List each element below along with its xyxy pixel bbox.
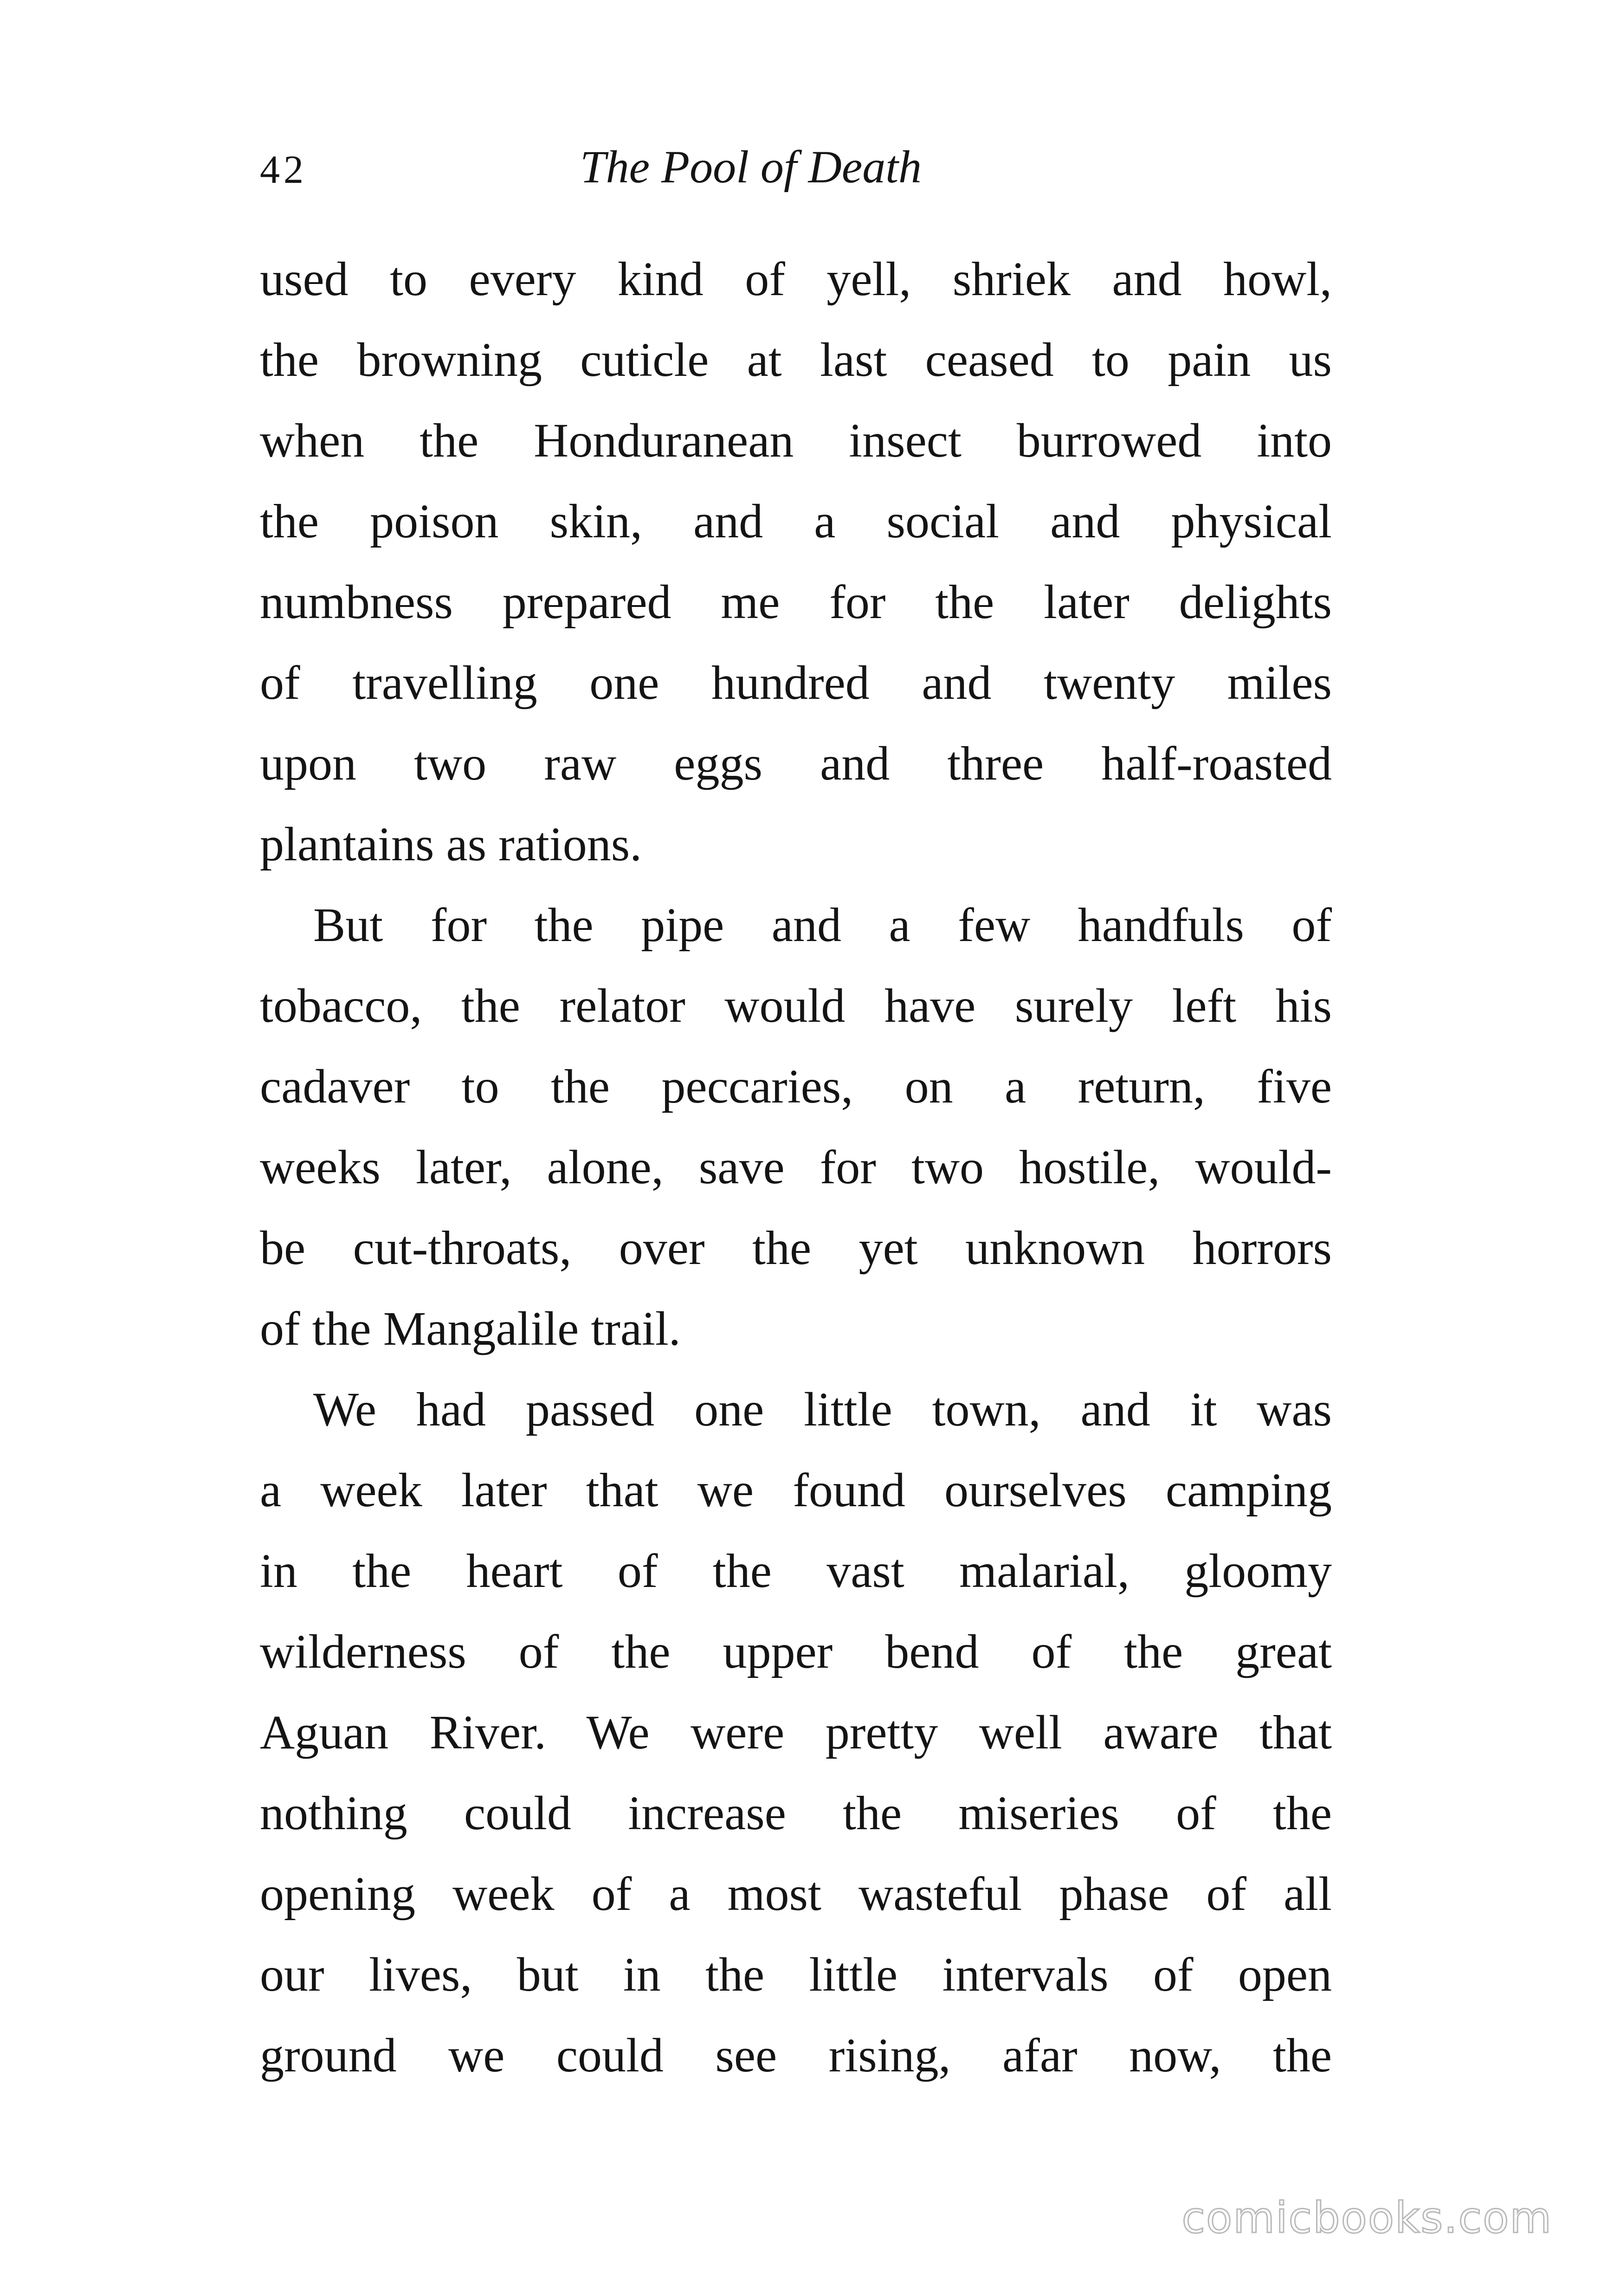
text-line: of travelling one hundred and twenty miles bbox=[260, 656, 1332, 709]
text-line: nothing could increase the miseries of the bbox=[260, 1786, 1332, 1840]
text-line: opening week of a most wasteful phase of all bbox=[260, 1867, 1332, 1921]
text-line: our lives, but in the little intervals of open bbox=[260, 1948, 1332, 2001]
text-line: We had passed one little town, and it was bbox=[313, 1383, 1332, 1436]
text-line: upon two raw eggs and three half-roasted bbox=[260, 737, 1332, 790]
text-line: Aguan River. We were pretty well aware that bbox=[260, 1706, 1332, 1759]
text-line: numbness prepared me for the later delights bbox=[260, 575, 1332, 629]
text-line: the poison skin, and a social and physical bbox=[260, 495, 1332, 548]
paragraph bbox=[260, 1369, 1332, 2096]
text-line: ground we could see rising, afar now, the bbox=[260, 2029, 1332, 2082]
text-line: plantains as rations. bbox=[260, 818, 642, 871]
text-line: a week later that we found ourselves camping bbox=[260, 1464, 1332, 1517]
watermark: comicbooks.com bbox=[1181, 2193, 1552, 2243]
text-line: tobacco, the relator would have surely left his bbox=[260, 979, 1332, 1032]
paragraph bbox=[260, 885, 1332, 1369]
running-title: The Pool of Death bbox=[580, 141, 922, 193]
text-line: when the Honduranean insect burrowed into bbox=[260, 414, 1332, 467]
running-head bbox=[260, 139, 1327, 204]
text-line: weeks later, alone, save for two hostile, would- bbox=[260, 1141, 1332, 1194]
text-line: of the Mangalile trail. bbox=[260, 1302, 681, 1355]
text-line: used to every kind of yell, shriek and howl, bbox=[260, 252, 1332, 306]
text-line: wilderness of the upper bend of the great bbox=[260, 1625, 1332, 1678]
paragraph bbox=[260, 239, 1332, 885]
page-number: 42 bbox=[260, 147, 307, 192]
text-line: be cut-throats, over the yet unknown horrors bbox=[260, 1221, 1332, 1275]
text-line: But for the pipe and a few handfuls of bbox=[313, 898, 1332, 952]
body-text bbox=[260, 239, 1332, 2096]
text-line: in the heart of the vast malarial, gloomy bbox=[260, 1544, 1332, 1598]
text-line: the browning cuticle at last ceased to pain us bbox=[260, 333, 1332, 387]
text-line: cadaver to the peccaries, on a return, five bbox=[260, 1060, 1332, 1113]
